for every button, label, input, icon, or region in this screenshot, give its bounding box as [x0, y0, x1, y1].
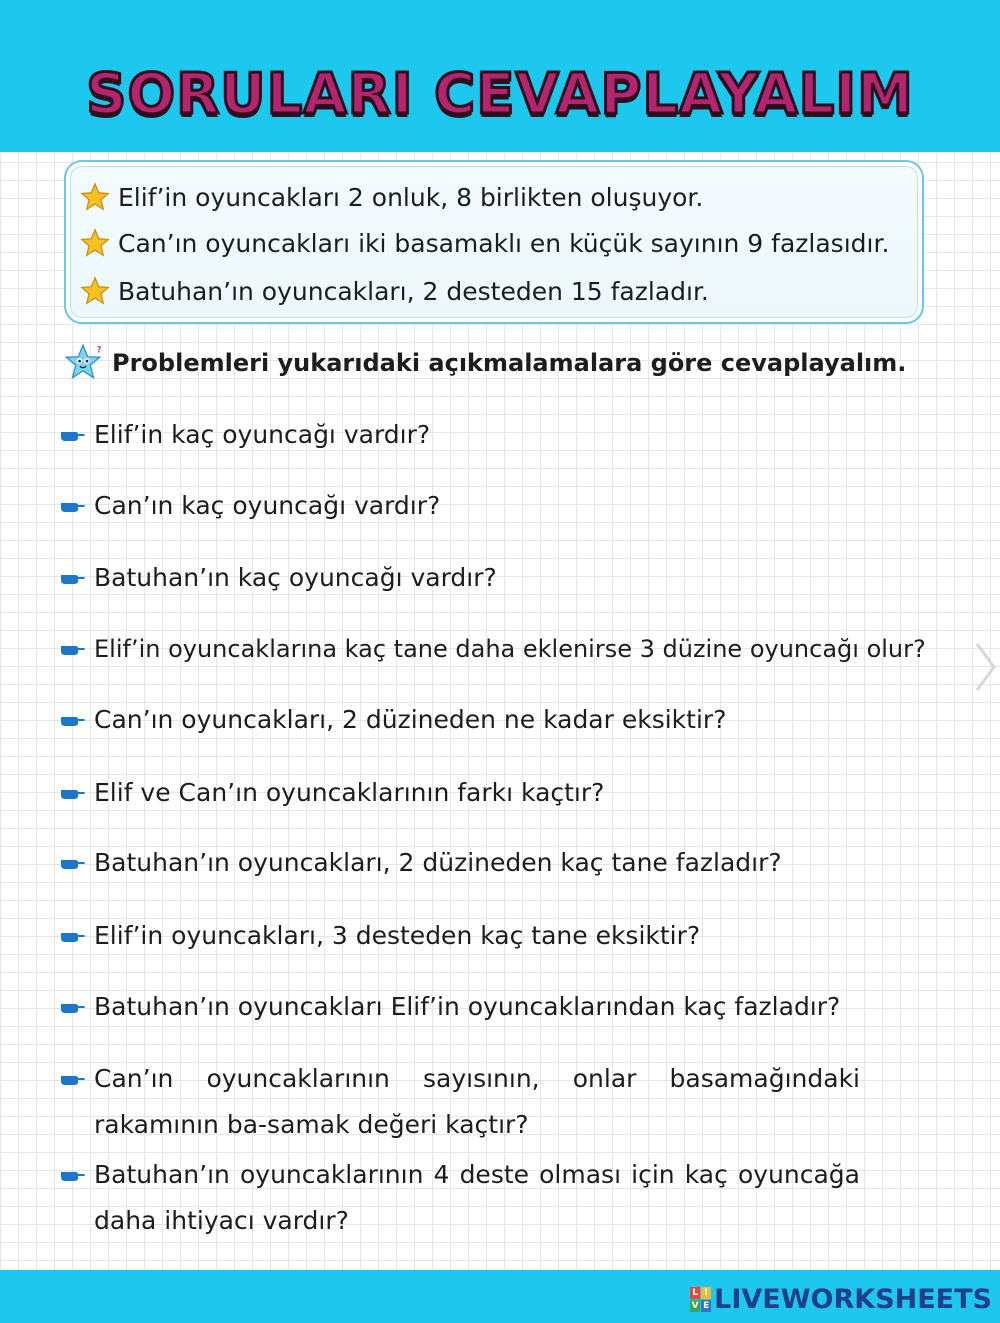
question-item: [60, 913, 860, 959]
pointing-hand-icon: [60, 483, 94, 529]
svg-text:?: ?: [96, 344, 102, 355]
question-text: Elif’in oyuncaklarına kaç tane daha eklenirse 3 düzine oyuncağı olur?: [94, 635, 926, 663]
question-item: [60, 697, 860, 743]
star-icon: [80, 228, 110, 258]
page-title: SORULARI CEVAPLAYALIM: [86, 62, 914, 127]
info-line: [80, 182, 703, 212]
brand-logo-letter: V: [691, 1301, 699, 1311]
question-text: Batuhan’ın kaç oyuncağı vardır?: [94, 563, 497, 592]
pointing-hand-icon: [60, 1152, 94, 1198]
pointing-hand-icon: [60, 840, 94, 886]
question-text: Can’ın oyuncakları, 2 düzineden ne kadar eksiktir?: [94, 705, 727, 734]
question-item: [60, 1056, 860, 1148]
pointing-hand-icon: [60, 697, 94, 743]
question-text: Elif ve Can’ın oyuncaklarının farkı kaçtır?: [94, 778, 605, 807]
pointing-hand-icon: [60, 626, 94, 672]
brand-logo-letter: I: [701, 1287, 711, 1299]
info-text: Elif’in oyuncakları 2 onluk, 8 birlikten oluşuyor.: [118, 182, 704, 212]
brand-logo-icon: [690, 1287, 711, 1312]
instruction: [62, 342, 906, 384]
brand-name: LIVEWORKSHEETS: [714, 1284, 992, 1315]
question-item: [60, 984, 860, 1030]
next-page-arrow-icon[interactable]: [972, 640, 998, 694]
star-icon: [80, 182, 110, 212]
pointing-hand-icon: [60, 555, 94, 601]
question-item: [60, 1152, 860, 1244]
pointing-hand-icon: [60, 913, 94, 959]
question-item: [60, 770, 860, 816]
pointing-hand-icon: [60, 984, 94, 1030]
info-text: Can’ın oyuncakları iki basamaklı en küçük sayının 9 fazlasıdır.: [118, 228, 890, 258]
instruction-text: Problemleri yukarıdaki açıkmalamalara göre cevaplayalım.: [112, 349, 907, 377]
question-item: [60, 555, 860, 601]
brand-logo-letter: E: [703, 1301, 710, 1311]
brand-logo-letter: L: [690, 1287, 700, 1299]
question-text: Batuhan’ın oyuncakları, 2 düzineden kaç tane fazladır?: [94, 848, 782, 877]
info-line: [80, 276, 709, 306]
info-text: Batuhan’ın oyuncakları, 2 desteden 15 fazladır.: [118, 276, 709, 306]
info-line: [80, 228, 889, 258]
question-item: [60, 483, 860, 529]
question-text: Batuhan’ın oyuncaklarının 4 deste olması için kaç oyuncağa daha ihtiyacı vardır?: [94, 1160, 860, 1235]
question-item: [60, 840, 860, 886]
info-box: [64, 160, 924, 324]
pointing-hand-icon: [60, 412, 94, 458]
star-icon: [80, 276, 110, 306]
question-text: Batuhan’ın oyuncakları Elif’in oyuncaklarından kaç fazladır?: [94, 992, 841, 1021]
question-item: [60, 412, 860, 458]
question-item: [60, 626, 926, 672]
pointing-hand-icon: [60, 770, 94, 816]
question-text: Elif’in kaç oyuncağı vardır?: [94, 420, 431, 449]
pointing-hand-icon: [60, 1056, 94, 1102]
question-text: Can’ın oyuncaklarının sayısının, onlar basamağındaki rakamının ba-samak değeri kaçtır?: [94, 1064, 860, 1139]
brand[interactable]: [690, 1284, 992, 1315]
question-text: Elif’in oyuncakları, 3 desteden kaç tane eksiktir?: [94, 921, 701, 950]
star-mascot-icon: [62, 342, 104, 384]
question-text: Can’ın kaç oyuncağı vardır?: [94, 491, 441, 520]
